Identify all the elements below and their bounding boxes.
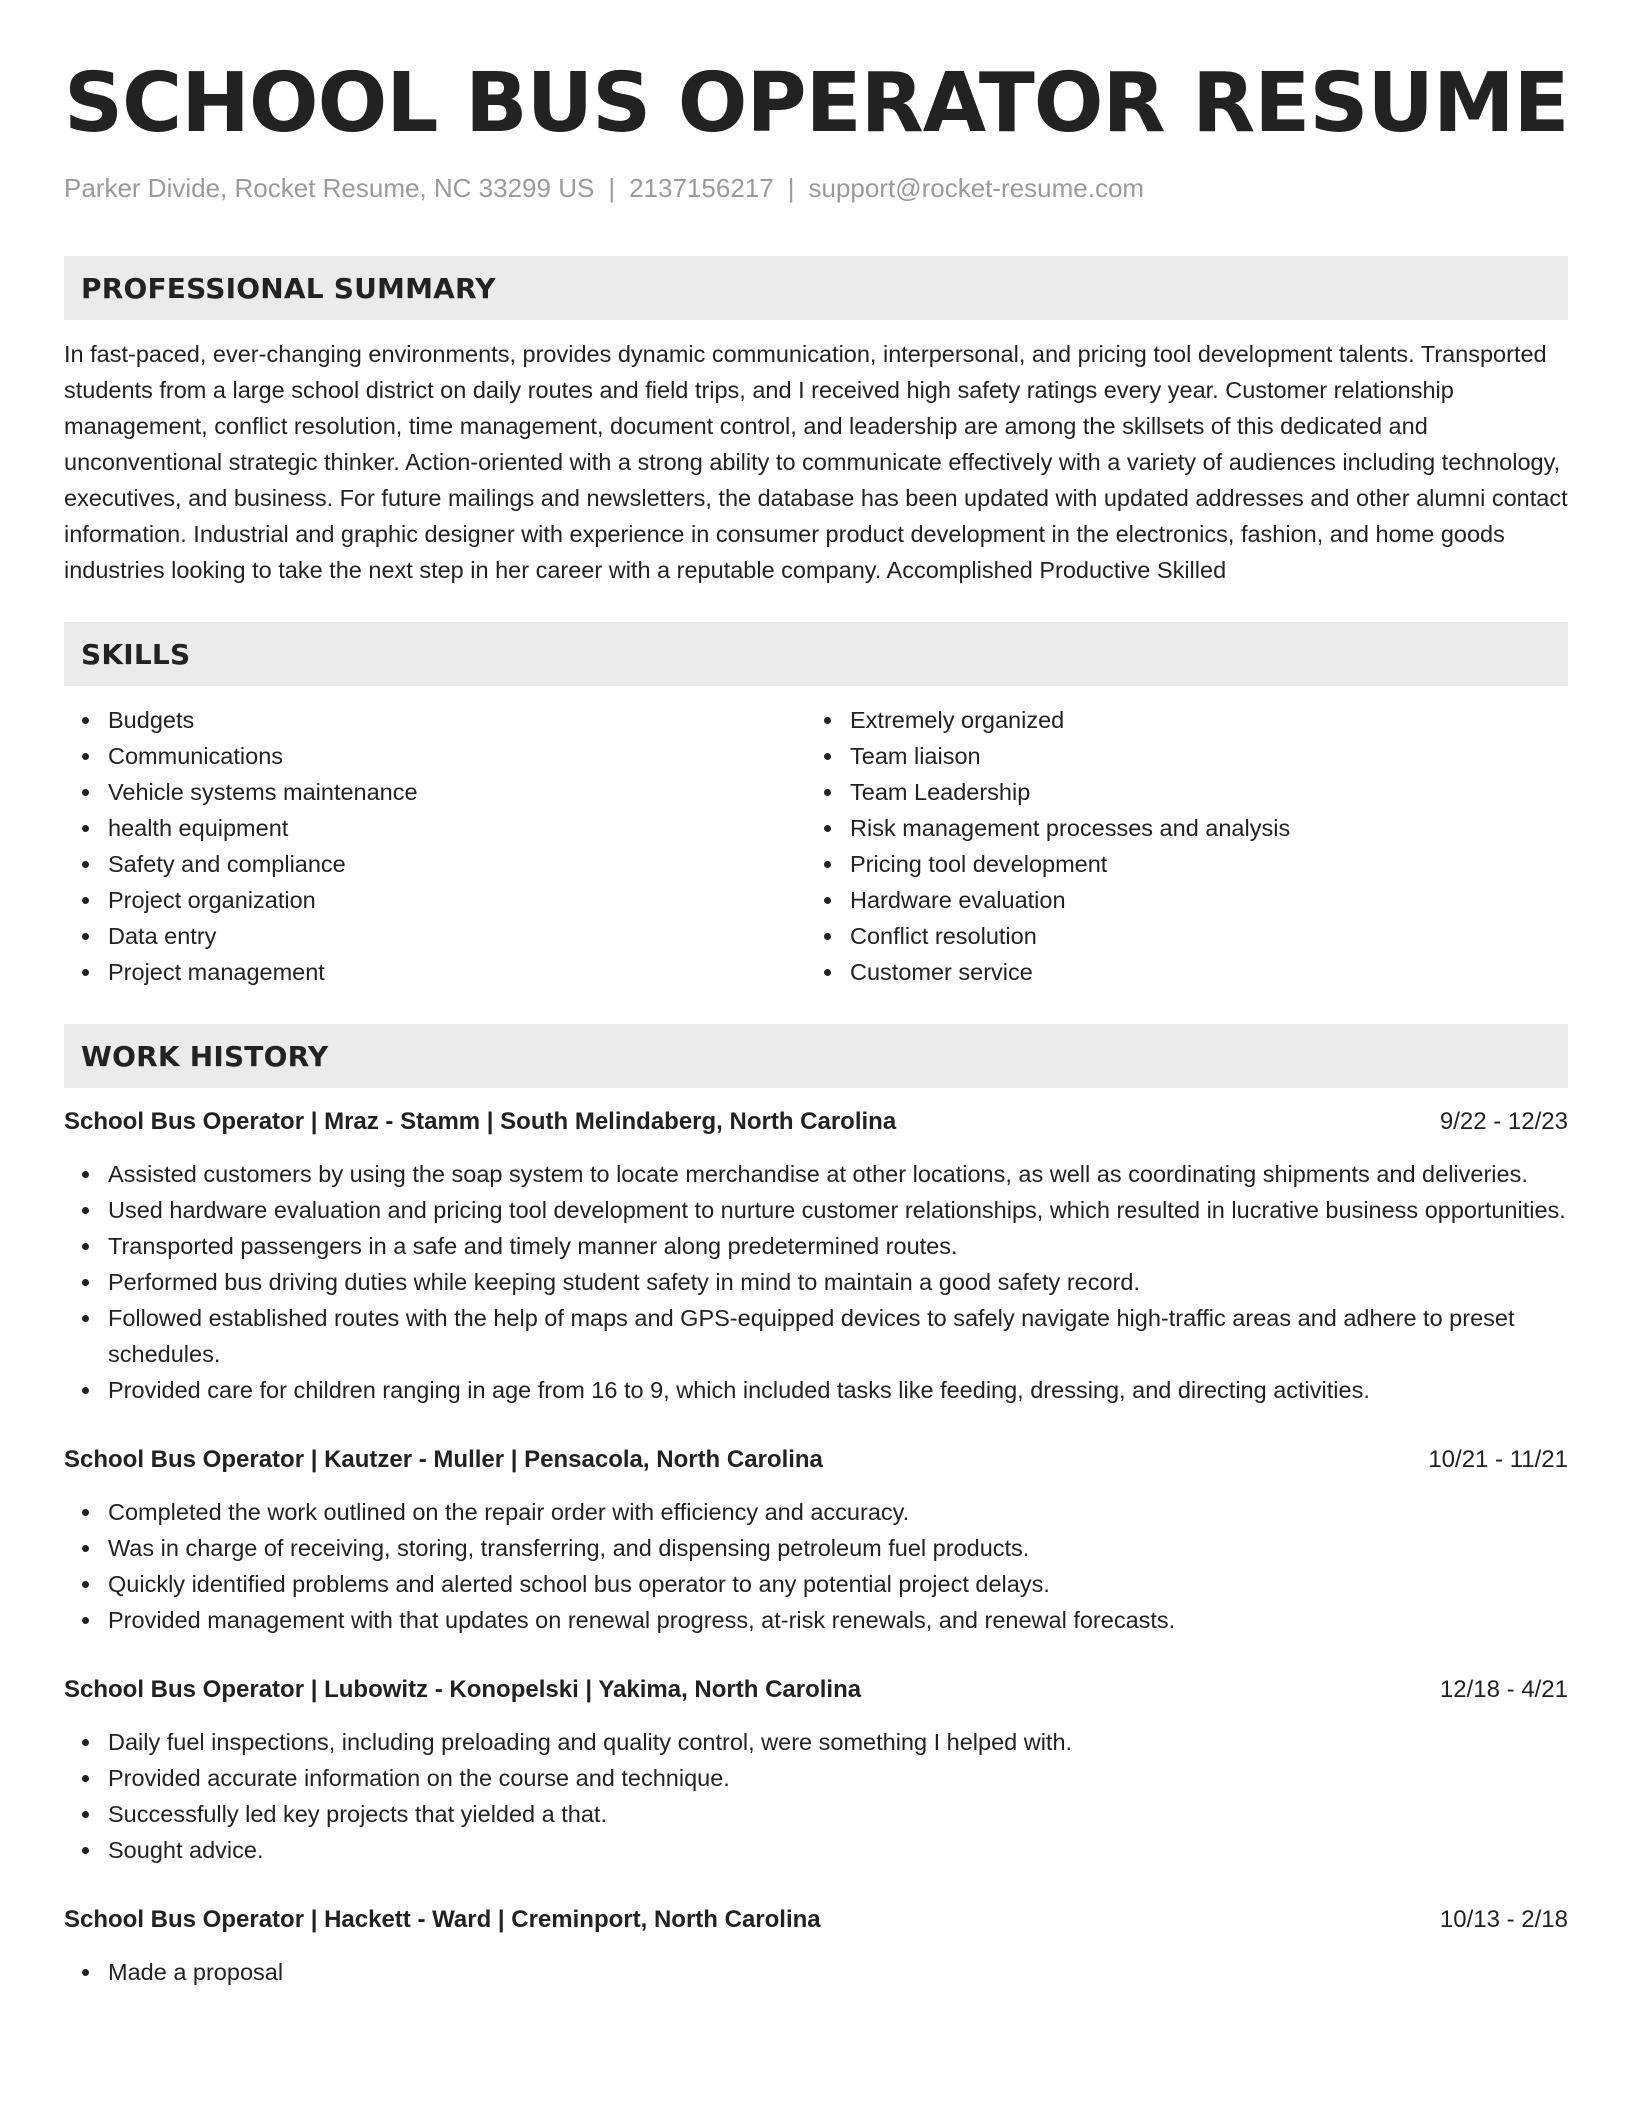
- contact-separator: |: [608, 173, 616, 203]
- job-bullet: Used hardware evaluation and pricing tool development to nurture customer relationships, which resulted in lucrative business opportunities.: [108, 1192, 1568, 1228]
- job-bullet: Transported passengers in a safe and timely manner along predetermined routes.: [108, 1228, 1568, 1264]
- skill-item: Data entry: [108, 918, 806, 954]
- skills-column-right: [806, 702, 1548, 990]
- job-bullet: Was in charge of receiving, storing, transferring, and dispensing petroleum fuel products.: [108, 1530, 1568, 1566]
- skill-item: Vehicle systems maintenance: [108, 774, 806, 810]
- job-dates: 9/22 - 12/23: [1439, 1108, 1568, 1135]
- skill-item: Hardware evaluation: [850, 882, 1548, 918]
- skills-column-left: [64, 702, 806, 990]
- job-bullet: Provided accurate information on the course and technique.: [108, 1760, 1568, 1796]
- job-bullets: [64, 1494, 1568, 1638]
- job-entry: [64, 1442, 1568, 1638]
- skill-item: Project organization: [108, 882, 806, 918]
- job-header: [64, 1902, 1568, 1938]
- skill-item: Safety and compliance: [108, 846, 806, 882]
- skill-item: Team liaison: [850, 738, 1548, 774]
- job-bullet: Successfully led key projects that yielded a that.: [108, 1796, 1568, 1832]
- job-title: School Bus Operator | Mraz - Stamm | South Melindaberg, North Carolina: [64, 1108, 897, 1135]
- contact-separator: |: [787, 173, 795, 203]
- job-dates: 10/13 - 2/18: [1439, 1906, 1568, 1933]
- section-heading-summary: PROFESSIONAL SUMMARY: [64, 256, 1568, 320]
- skill-item: Team Leadership: [850, 774, 1548, 810]
- job-bullets: [64, 1954, 1568, 1990]
- job-header: [64, 1442, 1568, 1478]
- skill-item: Customer service: [850, 954, 1548, 990]
- contact-line: [64, 170, 1568, 206]
- job-dates: 10/21 - 11/21: [1428, 1446, 1568, 1473]
- skill-item: Risk management processes and analysis: [850, 810, 1548, 846]
- job-header: [64, 1672, 1568, 1708]
- job-bullet: Completed the work outlined on the repair order with efficiency and accuracy.: [108, 1494, 1568, 1530]
- job-bullet: Provided care for children ranging in age from 16 to 9, which included tasks like feeding, dressing, and directing activities.: [108, 1372, 1568, 1408]
- job-bullet: Followed established routes with the help of maps and GPS-equipped devices to safely navigate high-traffic areas and adhere to preset schedules.: [108, 1300, 1568, 1372]
- job-entry: [64, 1104, 1568, 1408]
- section-heading-work-history: WORK HISTORY: [64, 1024, 1568, 1088]
- job-bullet: Quickly identified problems and alerted school bus operator to any potential project delays.: [108, 1566, 1568, 1602]
- job-header: [64, 1104, 1568, 1140]
- section-heading-skills: SKILLS: [64, 622, 1568, 686]
- skills-list: [64, 702, 1568, 990]
- skill-item: Extremely organized: [850, 702, 1548, 738]
- contact-phone: 2137156217: [629, 173, 774, 203]
- job-title: School Bus Operator | Hackett - Ward | Creminport, North Carolina: [64, 1906, 821, 1933]
- job-title: School Bus Operator | Kautzer - Muller | Pensacola, North Carolina: [64, 1446, 823, 1473]
- contact-email: support@rocket-resume.com: [808, 173, 1145, 203]
- skill-item: Conflict resolution: [850, 918, 1548, 954]
- job-dates: 12/18 - 4/21: [1439, 1676, 1568, 1703]
- job-bullets: [64, 1156, 1568, 1408]
- page-title: SCHOOL BUS OPERATOR RESUME: [64, 56, 1569, 151]
- job-entry: [64, 1672, 1568, 1868]
- job-entry: [64, 1902, 1568, 1990]
- skill-item: Communications: [108, 738, 806, 774]
- skill-item: Pricing tool development: [850, 846, 1548, 882]
- skill-item: Budgets: [108, 702, 806, 738]
- job-bullet: Sought advice.: [108, 1832, 1568, 1868]
- job-bullet: Assisted customers by using the soap system to locate merchandise at other locations, as well as coordinating shipments and deliveries.: [108, 1156, 1568, 1192]
- skill-item: health equipment: [108, 810, 806, 846]
- job-bullet: Performed bus driving duties while keeping student safety in mind to maintain a good safety record.: [108, 1264, 1568, 1300]
- job-bullets: [64, 1724, 1568, 1868]
- skill-item: Project management: [108, 954, 806, 990]
- contact-address: Parker Divide, Rocket Resume, NC 33299 US: [64, 173, 595, 203]
- summary-text: In fast-paced, ever-changing environments, provides dynamic communication, interpersonal, and pricing tool development talents. Transported students from a large school district on daily routes and field trips, and I received high safety ratings every year. Customer relationship management, conflict resolution, time management, document control, and leadership are among the skillsets of this dedicated and unconventional strategic thinker. Action-oriented with a strong ability to communicate effectively with a variety of audiences including technology, executives, and business. For future mailings and newsletters, the database has been updated with updated addresses and other alumni contact information. Industrial and graphic designer with experience in consumer product development in the electronics, fashion, and home goods industries looking to take the next step in her career with a reputable company. Accomplished Productive Skilled: [64, 341, 1568, 583]
- job-bullet: Made a proposal: [108, 1954, 1568, 1990]
- job-bullet: Provided management with that updates on renewal progress, at-risk renewals, and renewal forecasts.: [108, 1602, 1568, 1638]
- job-bullet: Daily fuel inspections, including preloading and quality control, were something I helped with.: [108, 1724, 1568, 1760]
- job-title: School Bus Operator | Lubowitz - Konopelski | Yakima, North Carolina: [64, 1676, 862, 1703]
